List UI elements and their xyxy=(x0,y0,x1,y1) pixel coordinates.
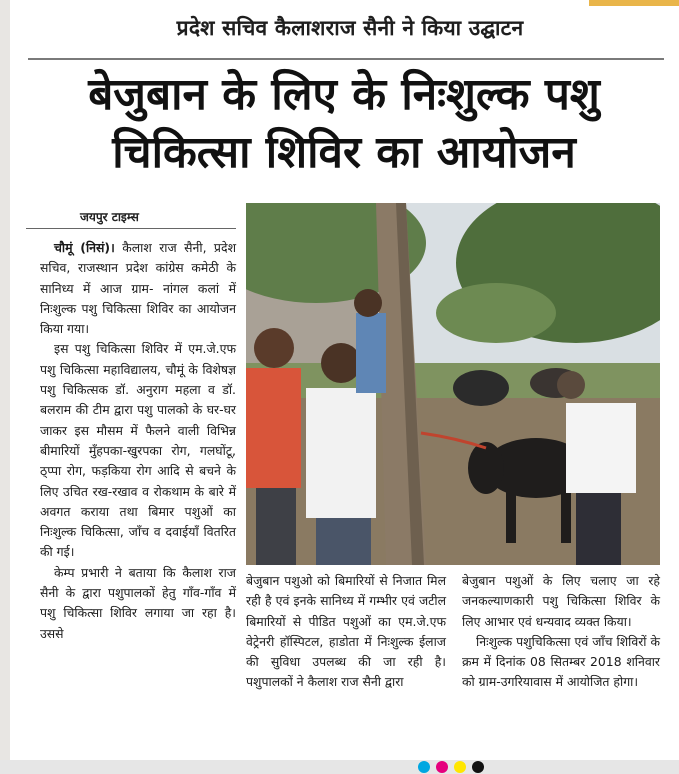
paragraph-1: कैलाश राज सैनी, प्रदेश सचिव, राजस्थान प्रदेश कांग्रेस कमेठी के सानिध्य में आज ग्राम- नांगल कलां में निःशुल्क पशु चिकित्सा शिविर का आयोजन किया गया। xyxy=(40,240,236,337)
kicker-rule xyxy=(28,58,664,60)
paragraph-2: इस पशु चिकित्सा शिविर में एम.जे.एफ पशु चिकित्सा महाविद्यालय, चौमूं के विशेषज्ञ पशु चिकित्सक डॉ. अनुराग महला व डॉ. बलराम की टीम द्वारा पशु पालको के घर-घर जाकर इस मौसम में फैलने वाली विभिन्न बीमारियों मुँहपका-खुरपका रोग, गलघोंटू, ठ्प्पा रोग, फड़किया रोग आदि से बचने के लिए उचित रख-रखाव व रोकथाम के बारे में अवगत कराया तथा बिमार पशुओं का निःशुल्क चिकित्सा, जाँच व दवाईयाँ वितरित की गई। xyxy=(40,341,236,560)
news-photo xyxy=(246,203,660,565)
byline: जयपुर टाइम्स xyxy=(80,210,139,224)
paragraph-3: केम्प प्रभारी ने बताया कि कैलाश राज सैनी के द्वारा पशुपालकों हेतु गाँव-गाँव में पशु चिकित्सा शिविर लगाया जा रहा है। उससे xyxy=(40,564,236,641)
bottom-margin-bar xyxy=(0,760,679,774)
paragraph-4: बेजुबान पशुओ को बिमारियों से निजात मिल रही है एवं इनके सानिध्य में गम्भीर एवं जटील बिमारियों से पीडित पशुओं का एम.जे.एफ वेट्रेनरी हॉस्पिटल, हाडोता में निःशुल्क ईलाज की सुविधा उपलब्ध की जा रही है। पशुपालकों ने कैलाश राज सैनी द्वारा xyxy=(246,573,446,690)
photo-illustration xyxy=(246,203,660,565)
headline-line-1: बेजुबान के लिए के निःशुल्क पशु xyxy=(88,69,600,120)
dateline: चौमूं (निसं)। xyxy=(54,240,115,255)
page-margin-strip xyxy=(0,0,10,774)
main-headline xyxy=(24,66,664,182)
registration-dot-magenta xyxy=(436,761,448,773)
registration-dot-cyan xyxy=(418,761,430,773)
registration-dot-yellow xyxy=(454,761,466,773)
article-column-1 xyxy=(40,238,236,644)
top-accent-bar xyxy=(589,0,679,6)
paragraph-6: निःशुल्क पशुचिकित्सा एवं जाँच शिविरों के क्रम में दिनांक 08 सितम्बर 2018 शनिवार को ग्राम-उगरियावास में आयोजित होगा। xyxy=(462,633,660,690)
kicker-headline: प्रदेश सचिव कैलाशराज सैनी ने किया उद्घाटन xyxy=(176,16,524,40)
byline-rule xyxy=(26,228,236,229)
article-column-3 xyxy=(462,571,660,693)
registration-dot-black xyxy=(472,761,484,773)
headline-line-2: चिकित्सा शिविर का आयोजन xyxy=(112,127,576,178)
paragraph-5: बेजुबान पशुओं के लिए चलाए जा रहे जनकल्याणकारी पशु चिकित्सा शिविर के लिए आभार एवं धन्यवाद व्यक्त किया। xyxy=(462,573,660,629)
article-column-2 xyxy=(246,571,446,693)
